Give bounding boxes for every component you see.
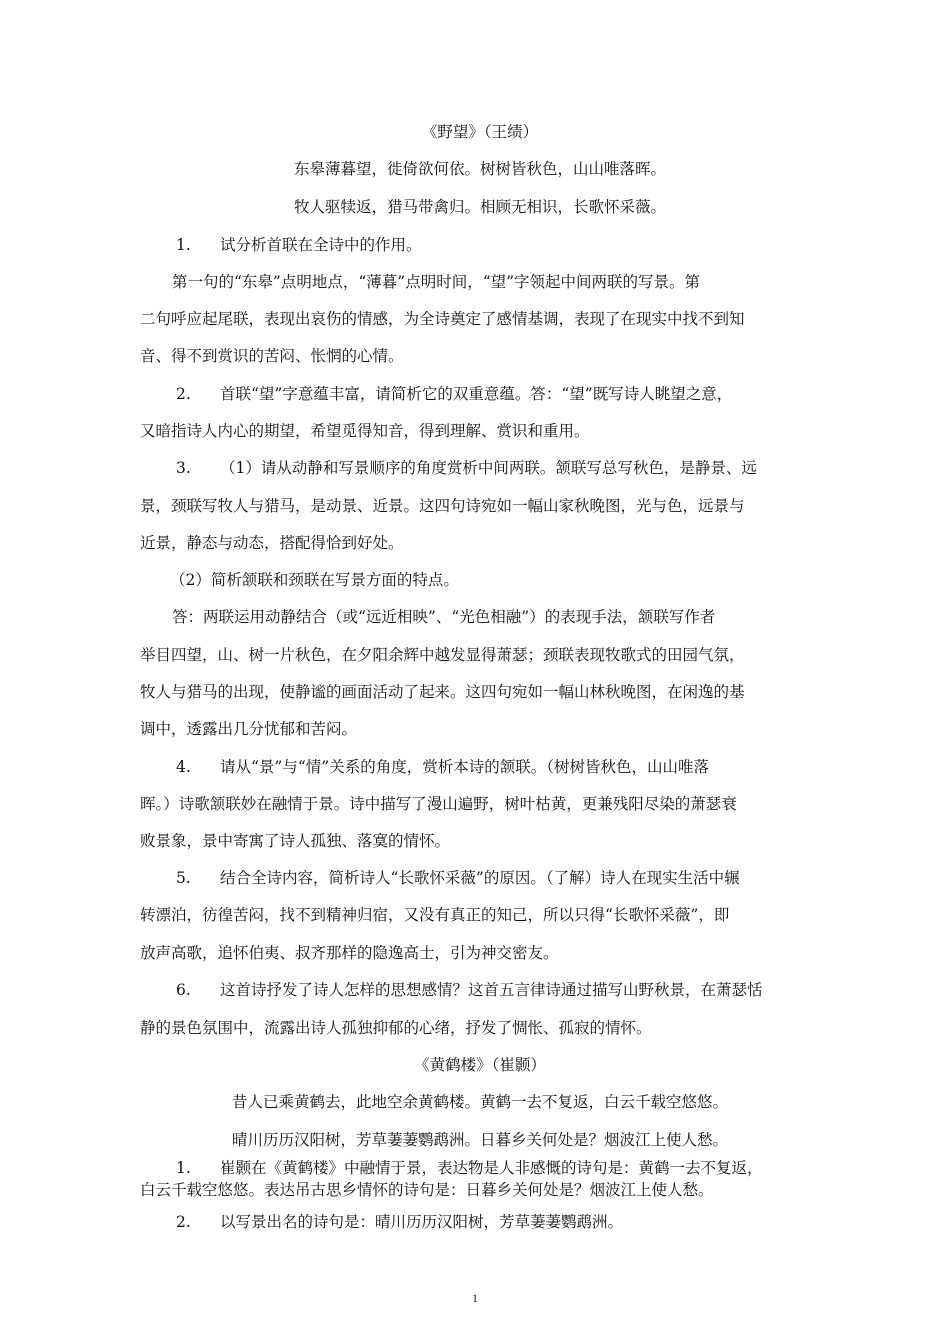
q1-number: 1. [176,236,191,254]
q1-answer-line2: 二句呼应起尾联，表现出哀伤的情感，为全诗奠定了感情基调，表现了在现实中找不到知 [140,310,745,328]
q3-answer-line3: 牧人与猎马的出现，使静谧的画面活动了起来。这四句宛如一幅山林秋晚图，在闲逸的基 [140,683,745,701]
q1-answer-line1: 第一句的“东皋”点明地点，“薄暮”点明时间，“望”字领起中间两联的写景。第 [172,273,701,291]
q5-line2: 转漂泊，彷徨苦闷，找不到精神归宿，又没有真正的知己，所以只得“长歌怀采薇”，即 [140,906,730,924]
q2-line2: 又暗指诗人内心的期望，希望觅得知音，得到理解、赏识和重用。 [140,422,590,440]
q6-number: 6. [176,981,191,999]
poem1-title: 《野望》（王绩） [421,123,539,141]
q3-line3: 近景，静态与动态，搭配得恰到好处。 [140,534,404,552]
q5-text: 结合全诗内容，简析诗人“长歌怀采薇”的原因。（了解）诗人在现实生活中辗 [220,869,740,887]
poem1-line2: 牧人驱犊返，猎马带禽归。相顾无相识，长歌怀采薇。 [293,198,666,216]
q1-answer-line3: 音、得不到赏识的苦闷、怅惘的心情。 [140,347,404,365]
q4-line1 [140,756,856,778]
q3-line1 [140,457,856,479]
p2q2-line1 [140,1211,856,1233]
p2q1-text: 崔颢在《黄鹤楼》中融情于景，表达物是人非感慨的诗句是：黄鹤一去不复返， [220,1159,763,1177]
q2-text: 首联“望”字意蕴丰富，请简析它的双重意蕴。答：“望”既写诗人眺望之意， [220,385,733,403]
q6-line2: 静的景色氛围中，流露出诗人孤独抑郁的心绪，抒发了惆怅、孤寂的情怀。 [140,1019,652,1037]
p2q1-line2: 白云千载空悠悠。表达吊古思乡情怀的诗句是：日暮乡关何处是？烟波江上使人愁。 [140,1181,714,1199]
q3-answer-line1: 答：两联运用动静结合（或“远近相映”、“光色相融”）的表现手法，颔联写作者 [172,608,716,626]
q5-number: 5. [176,869,191,887]
q2-number: 2. [176,385,191,403]
p2q1-line1 [140,1157,856,1179]
q3-text: （1）请从动静和写景顺序的角度赏析中间两联。颔联写总写秋色，是静景、远 [220,459,757,477]
q3-answer-line4: 调中，透露出几分忧郁和苦闷。 [140,720,358,738]
q3-sub2: （2）简析颔联和颈联在写景方面的特点。 [170,571,459,589]
p2q2-number: 2. [176,1213,191,1231]
page-number: 1 [472,1291,478,1305]
poem1-line1: 东皋薄暮望，徙倚欲何依。树树皆秋色，山山唯落晖。 [293,160,666,178]
q3-line2: 景，颈联写牧人与猎马，是动景、近景。这四句诗宛如一幅山家秋晚图，光与色，远景与 [140,497,745,515]
q2-line1 [140,383,856,405]
q3-answer-line2: 举目四望，山、树一片秋色，在夕阳余辉中越发显得萧瑟；颈联表现牧歌式的田园气氛， [140,646,745,664]
p2q1-number: 1. [176,1159,191,1177]
q4-text: 请从“景”与“情”关系的角度，赏析本诗的颔联。（树树皆秋色，山山唯落 [220,758,709,776]
q4-line3: 败景象，景中寄寓了诗人孤独、落寞的情怀。 [140,832,451,850]
p2q2-text: 以写景出名的诗句是：晴川历历汉阳树，芳草萋萋鹦鹉洲。 [220,1213,624,1231]
q3-number: 3. [176,459,191,477]
q1-question-line [140,234,856,256]
q1-question: 试分析首联在全诗中的作用。 [220,236,422,254]
poem2-title: 《黄鹤楼》（崔颢） [414,1056,546,1074]
poem2-line1: 昔人已乘黄鹤去，此地空余黄鹤楼。黄鹤一去不复返，白云千载空悠悠。 [231,1093,728,1111]
q4-number: 4. [176,758,191,776]
q6-text: 这首诗抒发了诗人怎样的思想感情？这首五言律诗通过描写山野秋景，在萧瑟恬 [220,981,763,999]
q5-line3: 放声高歌，追怀伯夷、叔齐那样的隐逸高士，引为神交密友。 [140,944,559,962]
q5-line1 [140,867,856,889]
q6-line1 [140,979,856,1001]
poem2-line2: 晴川历历汉阳树，芳草萋萋鹦鹉洲。日暮乡关何处是？烟波江上使人愁。 [231,1131,728,1149]
q4-line2: 晖。）诗歌颔联妙在融情于景。诗中描写了漫山遍野，树叶枯黄，更兼残阳尽染的萧瑟衰 [140,795,737,813]
